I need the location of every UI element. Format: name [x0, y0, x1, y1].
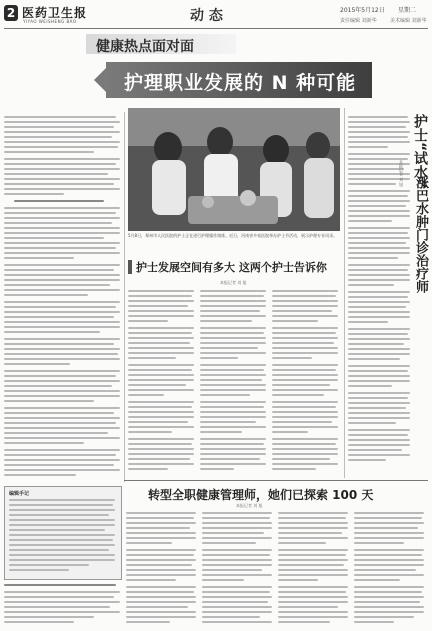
bottom-col-3 [278, 510, 350, 628]
mid-col-3 [272, 288, 340, 474]
mid-section-byline: 本报记者 刘 旭 [220, 280, 247, 285]
paper-name-pinyin: YIYAO WEISHENG BAO [23, 19, 77, 24]
column-divider-left [124, 112, 125, 482]
mid-section-headline: 护士发展空间有多大 这两个护士告诉你 [136, 261, 327, 274]
issue-date: 2015年5月12日 [340, 7, 385, 14]
left-column-article [4, 112, 122, 482]
masthead-rule [4, 28, 428, 29]
masthead [0, 0, 432, 30]
sidebar-title-bottom: 涨巴水肿门诊治疗师 [413, 176, 428, 293]
column-divider-right [344, 108, 345, 478]
mid-headline-accent [128, 260, 132, 274]
mid-section-body [128, 288, 340, 474]
banner-headline: 护理职业发展的 N 种可能 [124, 72, 357, 94]
headline-ribbon-tail [94, 68, 106, 92]
left-bottom-article [4, 582, 120, 628]
mid-headline-bar [128, 256, 340, 278]
nurses-photo-illustration [128, 108, 340, 231]
news-photo [128, 108, 340, 231]
editor-note-box [4, 486, 122, 580]
bottom-section-byline: 本报记者 刘 旭 [236, 503, 263, 508]
bottom-section-body [126, 510, 428, 628]
paper-name: 医药卫生报 [22, 6, 88, 20]
bottom-section-rule [124, 480, 428, 481]
banner-kicker: 健康热点面对面 [96, 39, 194, 55]
sidebar-title-top: 护士“试水” [412, 114, 428, 189]
bottom-col-4 [354, 510, 426, 628]
sidebar-byline: 本报记者 刘 旭 [399, 160, 404, 187]
page-number-badge: 2 [4, 5, 18, 21]
editor-credit: 责任编辑 刘新华 [340, 18, 377, 24]
photo-caption: 5月8日，郑州市人民医院的护士正在进行护理操作演练。近日，河南省多家医院举办护士节活动，展示护理专业风采。 [128, 233, 338, 238]
issue-weekday: 星期二 [398, 7, 417, 14]
editor-note-label: 编辑手记 [9, 491, 30, 497]
bottom-col-1 [126, 510, 198, 628]
mid-col-1 [128, 288, 196, 474]
bottom-col-2 [202, 510, 274, 628]
banner [0, 32, 432, 102]
designer-credit: 美术编辑 刘新华 [390, 18, 427, 24]
mid-col-2 [200, 288, 268, 474]
section-label: 动 态 [190, 8, 223, 24]
bottom-section-headline: 转型全职健康管理师，她们已探索 100 天 [148, 488, 374, 502]
